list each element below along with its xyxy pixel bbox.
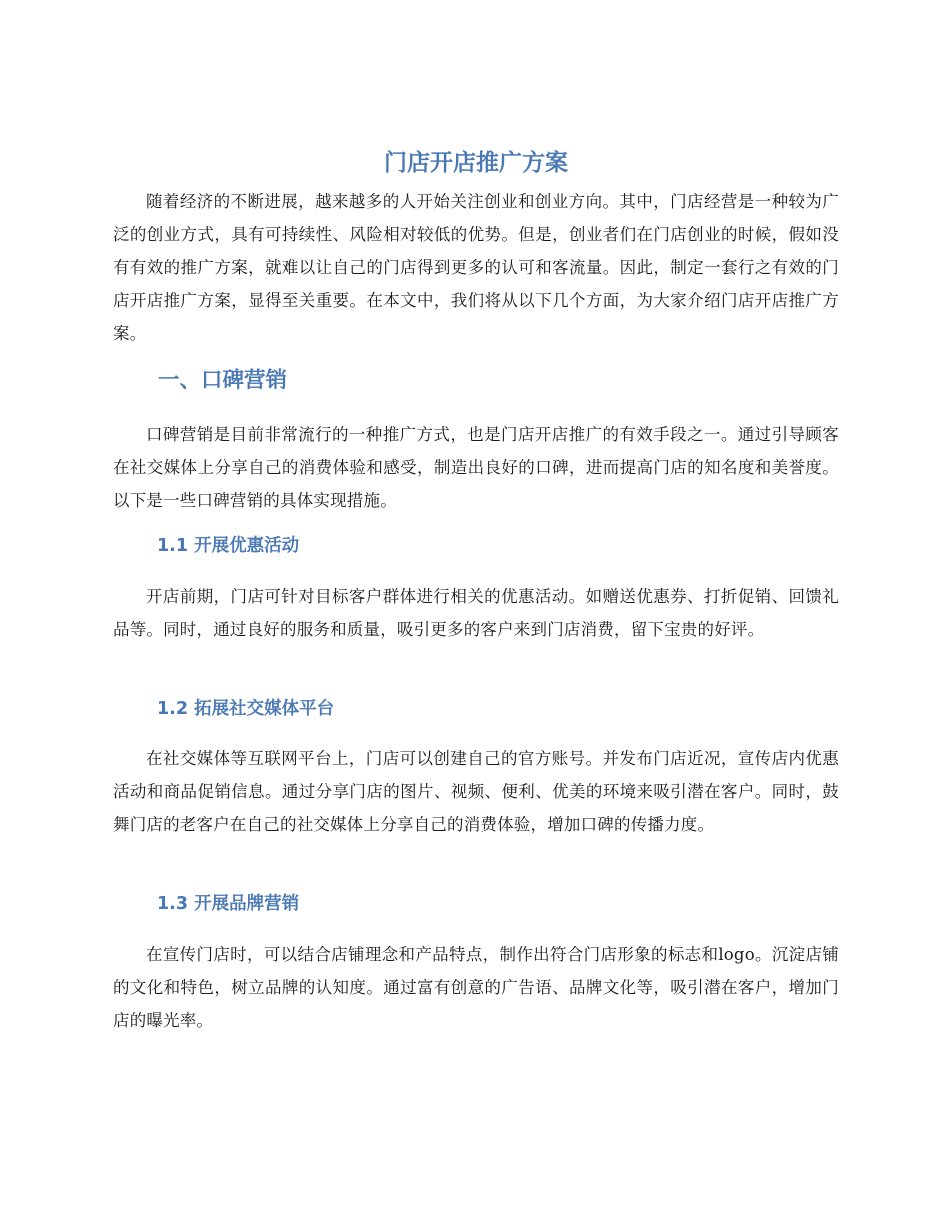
subsection-body-branding: 在宣传门店时，可以结合店铺理念和产品特点，制作出符合门店形象的标志和logo。沉淀店铺的文化和特色，树立品牌的认知度。通过富有创意的广告语、品牌文化等，吸引潜在客户，增加门店的曝光率。	[113, 945, 839, 1030]
subsection-heading-social-media: 1.2 拓展社交媒体平台	[157, 699, 335, 719]
document-title: 门店开店推广方案	[384, 150, 568, 176]
subsection-body-social-media: 在社交媒体等互联网平台上，门店可以创建自己的官方账号。并发布门店近况，宣传店内优惠活动和商品促销信息。通过分享门店的图片、视频、便利、优美的环境来吸引潜在客户。同时，鼓舞门店的老客户在自己的社交媒体上分享自己的消费体验，增加口碑的传播力度。	[113, 749, 839, 834]
section-heading-word-of-mouth: 一、口碑营销	[158, 368, 288, 393]
subsection-heading-branding: 1.3 开展品牌营销	[157, 894, 300, 914]
section-body-word-of-mouth: 口碑营销是目前非常流行的一种推广方式，也是门店开店推广的有效手段之一。通过引导顾客在社交媒体上分享自己的消费体验和感受，制造出良好的口碑，进而提高门店的知名度和美誉度。以下是一些口碑营销的具体实现措施。	[113, 425, 839, 510]
subsection-heading-promotions: 1.1 开展优惠活动	[157, 536, 300, 556]
intro-paragraph: 随着经济的不断进展，越来越多的人开始关注创业和创业方向。其中，门店经营是一种较为广泛的创业方式，具有可持续性、风险相对较低的优势。但是，创业者们在门店创业的时候，假如没有有效的推广方案，就难以让自己的门店得到更多的认可和客流量。因此，制定一套行之有效的门店开店推广方案，显得至关重要。在本文中，我们将从以下几个方面，为大家介绍门店开店推广方案。	[113, 192, 839, 343]
subsection-body-promotions: 开店前期，门店可针对目标客户群体进行相关的优惠活动。如赠送优惠券、打折促销、回馈礼品等。同时，通过良好的服务和质量，吸引更多的客户来到门店消费，留下宝贵的好评。	[113, 587, 839, 639]
